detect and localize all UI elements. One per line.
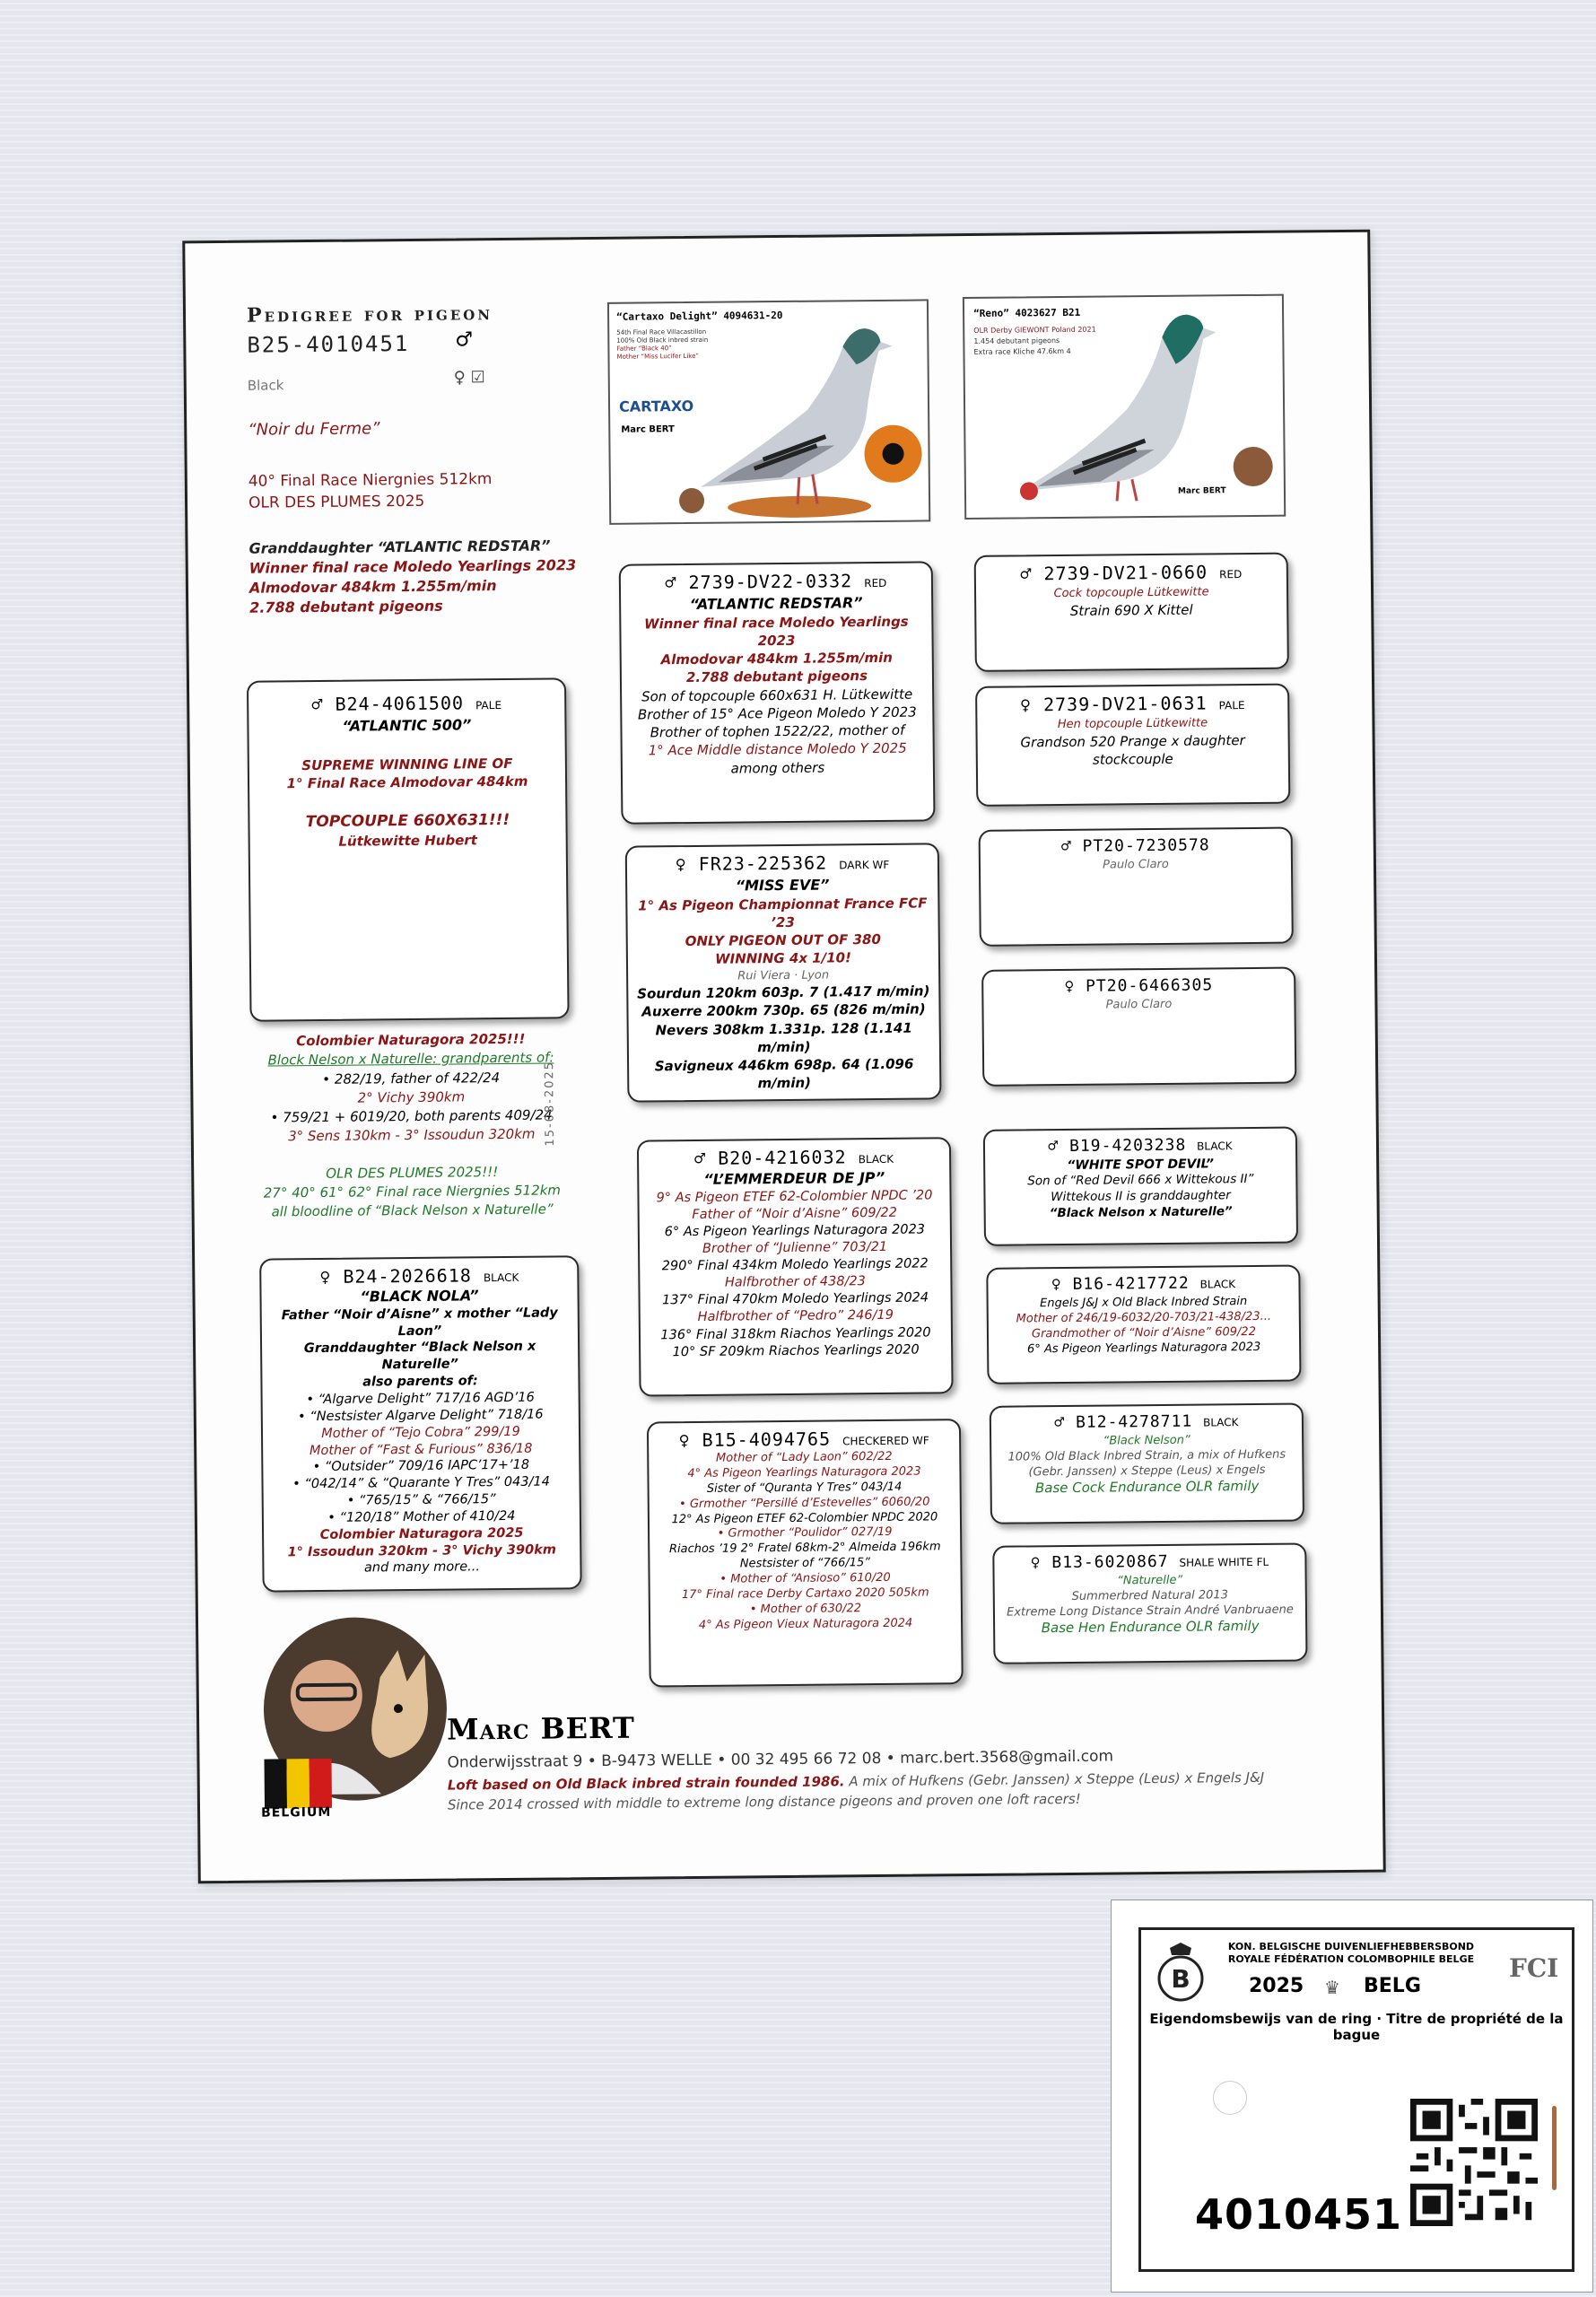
ds-line: 9° As Pigeon ETEF 62-Colombier NPDC ’20 <box>656 1187 933 1205</box>
print-date: 15-08-2025 <box>543 1060 557 1147</box>
sire-line: 1° Final Race Almodovar 484km <box>286 773 528 792</box>
g7-ring <box>1054 1411 1238 1432</box>
g2-line: Grandson 520 Prange x daughter <box>1020 731 1245 751</box>
ds-line: 6° As Pigeon Yearlings Naturagora 2023 <box>664 1222 926 1240</box>
ring-number: ♂ 2739-DV22-0332 <box>665 570 853 594</box>
photo-line: 1.454 debutant pigeons <box>973 336 1060 345</box>
photo-card-title: “Reno” 4023627 B21 <box>972 306 1081 319</box>
pigeon-image <box>663 310 929 523</box>
dd-line: Riachos ’19 2° Fratel 68km-2° Almeida 196km <box>668 1540 941 1557</box>
g1-ring <box>1020 561 1242 584</box>
qr-code-icon <box>1410 2099 1538 2226</box>
g4-line: Paulo Claro <box>1105 998 1173 1012</box>
g8-line: Extreme Long Distance Strain André Vanbruaene <box>1007 1603 1294 1620</box>
pigeon-image <box>1000 301 1280 514</box>
note-line: • 759/21 + 6019/20, both parents 409/24 <box>270 1106 553 1126</box>
dam-line: Granddaughter “Black Nelson x Naturelle” <box>303 1340 536 1373</box>
note-line: all bloodline of “Black Nelson x Naturelle” <box>271 1201 554 1220</box>
sire-line: SUPREME WINNING LINE OF <box>301 755 513 773</box>
g7-line: 100% Old Black Inbred Strain, a mix of Hufkens <box>1007 1447 1286 1464</box>
photo-line: Mother “Miss Lucifer Like” <box>616 353 700 362</box>
g8-line: Summerbred Natural 2013 <box>1071 1588 1229 1603</box>
ggp-card-5 <box>983 1127 1298 1246</box>
owner-name: Marc BERT <box>447 1710 636 1747</box>
sd-name: “MISS EVE” <box>735 876 830 895</box>
photo-card-title: “Cartaxo Delight” 4094631-20 <box>616 309 783 323</box>
ss-line: Brother of tophen 1522/22, mother of <box>650 721 905 741</box>
pigeon-ring: B25-4010451 <box>247 330 410 358</box>
country-label: BELGIUM <box>260 1804 332 1821</box>
ds-line: 10° SF 209km Riachos Yearlings 2020 <box>672 1342 920 1359</box>
ring-number: ♀ B24-2026618 <box>319 1264 472 1288</box>
dam-line: • “042/14” & “Quarante Y Tres” 043/14 <box>292 1474 550 1492</box>
header-line: Almodovar 484km 1.255m/min <box>249 577 497 597</box>
sd-line: Nevers 308km 1.331p. 128 (1.141 m/min) <box>655 1019 912 1056</box>
g5-line: Son of “Red Devil 666 x Wittekous II” <box>1027 1172 1254 1189</box>
dam-line: • “765/15” & “766/15” <box>346 1492 496 1508</box>
result-line-1: 40° Final Race Niergnies 512km <box>248 470 493 491</box>
dd-line: • Mother of 630/22 <box>749 1602 862 1617</box>
loft-description-2: Since 2014 crossed with middle to extreme long distance pigeons and proven one loft racers! <box>447 1790 1081 1813</box>
sd-line: Auxerre 200km 730p. 65 (826 m/min) <box>641 1000 926 1020</box>
ring-number: ♂ B24-4061500 <box>311 692 465 716</box>
header-description <box>249 536 576 618</box>
sd-line: Savigneux 446km 698p. 64 (1.096 m/min) <box>654 1055 914 1092</box>
ds-line: 137° Final 470km Moledo Yearlings 2024 <box>662 1290 929 1308</box>
ring-color: BLACK <box>483 1271 519 1285</box>
ds-name: “L’EMMERDEUR DE JP” <box>703 1169 885 1189</box>
federation-name <box>1217 1941 1486 1967</box>
g3-ring: ♂ PT20-7230578 <box>1060 835 1210 857</box>
owner-avatar <box>254 1614 453 1813</box>
g3-line: Paulo Claro <box>1103 858 1169 872</box>
ring-number-large: 4010451 <box>1195 2190 1403 2239</box>
ss-ring <box>665 570 886 593</box>
ring-number: ♀ B15-4094765 <box>678 1428 832 1452</box>
owner-address: Onderwijsstraat 9 • B-9473 WELLE • 00 32 495 66 72 08 • marc.bert.3568@gmail.com <box>447 1747 1114 1772</box>
ring-color: PALE <box>1218 699 1245 712</box>
g8-name: “Naturelle” <box>1117 1573 1183 1588</box>
g6-line: Mother of 246/19-6032/20-703/21-438/23... <box>1016 1309 1272 1326</box>
photo-line: Extra race Kliche 47.6km 4 <box>973 346 1071 356</box>
punch-hole <box>1213 2081 1247 2115</box>
sd-line: Sourdun 120km 603p. 7 (1.417 m/min) <box>637 983 930 1002</box>
pigeon-color: Black <box>247 377 284 394</box>
ring-color: BLACK <box>858 1152 894 1166</box>
ss-line: 1° Ace Middle distance Moledo Y 2025 <box>648 740 907 759</box>
sd-ring <box>676 852 890 875</box>
g2-line: Hen topcouple Lütkewitte <box>1057 716 1208 732</box>
header-line: Winner final race Moledo Yearlings 2023 <box>249 556 577 577</box>
ring-color: PALE <box>475 699 502 712</box>
dd-ring <box>678 1427 929 1451</box>
female-symbol: ♀ ☑ <box>453 368 485 388</box>
g6-line: Grandmother of “Noir d’Aisne” 609/22 <box>1031 1325 1257 1341</box>
fci-logo: FCI <box>1509 1953 1559 1983</box>
g1-line: Strain 690 X Kittel <box>1069 601 1193 619</box>
g8-ring <box>1031 1551 1269 1573</box>
ggp-card-1 <box>974 553 1289 672</box>
dam-card <box>259 1255 582 1592</box>
ring-number: ♀ 2739-DV21-0631 <box>1019 692 1208 716</box>
granddam-maternal-card <box>647 1419 964 1687</box>
photo-owner: Marc BERT <box>1177 486 1226 496</box>
sd-line: 1° As Pigeon Championnat France FCF ’23 <box>638 895 928 930</box>
dam-line: 1° Issoudun 320km - 3° Vichy 390km <box>287 1542 556 1559</box>
crown-icon: ♛ <box>1324 1977 1340 1998</box>
g1-line: Cock topcouple Lütkewitte <box>1053 585 1209 601</box>
ring-color: CHECKERED WF <box>842 1434 929 1448</box>
ds-ring <box>694 1146 894 1169</box>
g7-line: Base Cock Endurance OLR family <box>1034 1478 1260 1497</box>
pigeon-photo-card-1 <box>607 299 930 524</box>
sire-line: Lütkewitte Hubert <box>338 832 477 850</box>
g2-line: stockcouple <box>1092 750 1173 768</box>
ring-card-title: Eigendomsbewijs van de ring · Titre de propriété de la bague <box>1149 2011 1564 2043</box>
note-line: 27° 40° 61° 62° Final race Niergnies 512km <box>263 1182 562 1201</box>
dd-line: • Grmother “Poulidor” 027/19 <box>717 1525 893 1542</box>
dam-line: Father “Noir d’Aisne” x mother “Lady Laon” <box>281 1306 558 1339</box>
sd-line: Rui Viera · Lyon <box>737 968 830 983</box>
ring-number: ♀ B16-4217722 <box>1051 1273 1190 1295</box>
g7-name: “Black Nelson” <box>1103 1433 1190 1448</box>
dd-line: 4° As Pigeon Yearlings Naturagora 2023 <box>687 1464 921 1480</box>
dam-line: Mother of “Fast & Furious” 836/18 <box>309 1441 533 1458</box>
dam-line: Colombier Naturagora 2025 <box>319 1525 524 1542</box>
pigeon-photo-card-2 <box>963 294 1286 520</box>
dam-line: • “120/18” Mother of 410/24 <box>327 1508 516 1525</box>
dd-line: • Grmother “Persillé d’Estevelles” 6060/20 <box>679 1495 930 1511</box>
ds-line: Brother of “Julienne” 703/21 <box>702 1239 888 1256</box>
ds-line: Halfbrother of “Pedro” 246/19 <box>697 1308 894 1325</box>
ggp-card-3 <box>979 827 1294 947</box>
page-title: Pedigree for pigeon <box>246 301 493 328</box>
dd-line: 4° As Pigeon Vieux Naturagora 2024 <box>698 1616 913 1632</box>
pedigree-sheet <box>182 230 1386 1884</box>
note-line: 3° Sens 130km - 3° Issoudun 320km <box>288 1126 536 1145</box>
dd-line: Sister of “Quranta Y Tres” 043/14 <box>706 1480 903 1496</box>
dd-line: Mother of “Lady Laon” 602/22 <box>715 1449 893 1465</box>
ring-number: ♀ FR23-225362 <box>675 852 828 876</box>
g5-name: “WHITE SPOT DEVIL” <box>1067 1157 1215 1173</box>
ring-number: ♂ B12-4278711 <box>1054 1411 1193 1433</box>
cartaxo-logo: CARTAXO <box>618 397 694 415</box>
g8-line: Base Hen Endurance OLR family <box>1041 1618 1260 1637</box>
ring-ownership-card <box>1111 1900 1593 2293</box>
dd-line: 12° As Pigeon ETEF 62-Colombier NPDC 2020 <box>671 1509 938 1526</box>
ring-country: BELG <box>1364 1975 1421 1997</box>
dd-line: 17° Final race Derby Cartaxo 2020 505km <box>681 1585 929 1603</box>
ring-number: ♂ B20-4216032 <box>693 1146 847 1169</box>
dam-line: • “Outsider” 709/16 IAPC’17+’18 <box>312 1458 530 1475</box>
note-line: Colombier Naturagora 2025!!! <box>296 1030 526 1050</box>
loft-line: Loft based on Old Black inbred strain founded 1986. <box>447 1773 845 1794</box>
ss-line: 2.788 debutant pigeons <box>685 668 868 686</box>
federation-line: KON. BELGISCHE DUIVENLIEFHEBBERSBOND <box>1227 1941 1475 1952</box>
ds-line: Father of “Noir d’Aisne” 609/22 <box>692 1205 898 1222</box>
photo-owner: Marc BERT <box>621 424 675 435</box>
dam-line: • “Algarve Delight” 717/16 AGD’16 <box>306 1390 535 1408</box>
dam-line: and many more... <box>363 1559 481 1576</box>
male-symbol: ♂ <box>455 328 474 352</box>
sire-ring <box>311 692 501 715</box>
g5-ring <box>1048 1135 1232 1156</box>
grandsire-paternal-card <box>619 561 936 824</box>
ggp-card-4 <box>981 967 1296 1087</box>
ss-line: among others <box>730 759 825 777</box>
pigeon-name: “Noir du Ferme” <box>248 419 380 440</box>
ggp-card-7 <box>990 1402 1304 1524</box>
note-line: OLR DES PLUMES 2025!!! <box>326 1163 499 1182</box>
ring-color: RED <box>864 576 887 590</box>
g5-line: Wittekous II is granddaughter <box>1051 1188 1231 1205</box>
g7-line: (Gebr. Janssen) x Steppe (Leus) x Engels <box>1028 1463 1266 1480</box>
ring-color: BLACK <box>1197 1140 1233 1153</box>
ds-line: 136° Final 318km Riachos Yearlings 2020 <box>660 1324 931 1342</box>
g6-line: 6° As Pigeon Yearlings Naturagora 2023 <box>1026 1341 1261 1357</box>
ring-number: ♂ 2739-DV21-0660 <box>1020 561 1208 585</box>
g6-line: Engels J&J x Old Black Inbred Strain <box>1040 1294 1248 1311</box>
dam-line: Mother of “Tejo Cobra” 299/19 <box>321 1424 520 1441</box>
dd-line: • Mother of “Ansioso” 610/20 <box>720 1571 891 1586</box>
dam-line: • “Nestsister Algarve Delight” 718/16 <box>298 1407 544 1425</box>
granddam-paternal-card <box>625 843 942 1102</box>
sire-name: “ATLANTIC 500” <box>342 716 472 735</box>
ss-name: “ATLANTIC REDSTAR” <box>689 594 863 613</box>
photo-line: 100% Old Black inbred strain <box>616 336 709 345</box>
sd-line: WINNING 4x 1/10! <box>714 949 851 968</box>
ggp-card-2 <box>975 684 1290 807</box>
sire-line: TOPCOUPLE 660X631!!! <box>305 811 510 832</box>
loft-line: A mix of Hufkens (Gebr. Janssen) x Steppe (Leus) x Engels J&J <box>844 1769 1265 1790</box>
ring-number: ♀ B13-6020867 <box>1030 1551 1169 1573</box>
sire-card <box>247 677 570 1021</box>
ss-line: Brother of 15° Ace Pigeon Moledo Y 2023 <box>637 703 917 723</box>
federation-line: ROYALE FÉDÉRATION COLOMBOPHILE BELGE <box>1227 1953 1475 1966</box>
dam-line: also parents of: <box>362 1374 478 1390</box>
g5-line: “Black Nelson x Naturelle” <box>1049 1204 1233 1221</box>
svg-text:B: B <box>1171 1964 1190 1994</box>
ggp-card-8 <box>992 1542 1307 1664</box>
g4-ring: ♀ PT20-6466305 <box>1064 975 1214 996</box>
ss-line: Almodovar 484km 1.255m/min <box>660 649 894 668</box>
photo-line: 54th Final Race Villacastillon <box>616 328 707 336</box>
ring-number: ♂ B19-4203238 <box>1048 1135 1187 1157</box>
dd-line: Nestsister of “766/15” <box>739 1556 871 1571</box>
g6-ring <box>1051 1273 1235 1294</box>
staple <box>1552 2106 1557 2190</box>
ds-line: Halfbrother of 438/23 <box>724 1274 866 1290</box>
ring-color: SHALE WHITE FL <box>1179 1555 1269 1569</box>
ring-card-inner <box>1138 1927 1574 2272</box>
ring-color: BLACK <box>1199 1278 1236 1291</box>
loft-description <box>448 1769 1265 1794</box>
header-line: 2.788 debutant pigeons <box>249 597 443 616</box>
dam-name: “BLACK NOLA” <box>360 1287 479 1306</box>
note-line: • 282/19, father of 422/24 <box>322 1069 501 1087</box>
grandsire-maternal-card <box>637 1137 954 1396</box>
photo-line: Father “Black 40” <box>616 345 672 353</box>
ring-color: BLACK <box>1203 1416 1239 1429</box>
result-line-2: OLR DES PLUMES 2025 <box>248 492 425 512</box>
ring-color: RED <box>1219 568 1243 581</box>
header-line: Granddaughter “ATLANTIC REDSTAR” <box>249 537 551 557</box>
dam-ring <box>319 1264 519 1288</box>
ring-color: DARK WF <box>839 858 890 872</box>
ss-line: Son of topcouple 660x631 H. Lütkewitte <box>641 686 913 705</box>
kbdb-logo-icon <box>1154 1941 1208 2004</box>
note-line: Block Nelson x Naturelle: grandparents of: <box>267 1049 554 1069</box>
ring-year: 2025 <box>1249 1975 1304 1997</box>
colombier-notes <box>245 1029 579 1222</box>
ss-line: Winner final race Moledo Yearlings 2023 <box>643 613 909 650</box>
ds-line: 290° Final 434km Moledo Yearlings 2022 <box>661 1256 929 1274</box>
g2-ring <box>1020 692 1245 715</box>
photo-line: OLR Derby GIEWONT Poland 2021 <box>973 325 1096 335</box>
ggp-card-6 <box>986 1264 1301 1384</box>
sd-line: ONLY PIGEON OUT OF 380 <box>685 931 881 950</box>
note-line: 2° Vichy 390km <box>357 1088 466 1106</box>
